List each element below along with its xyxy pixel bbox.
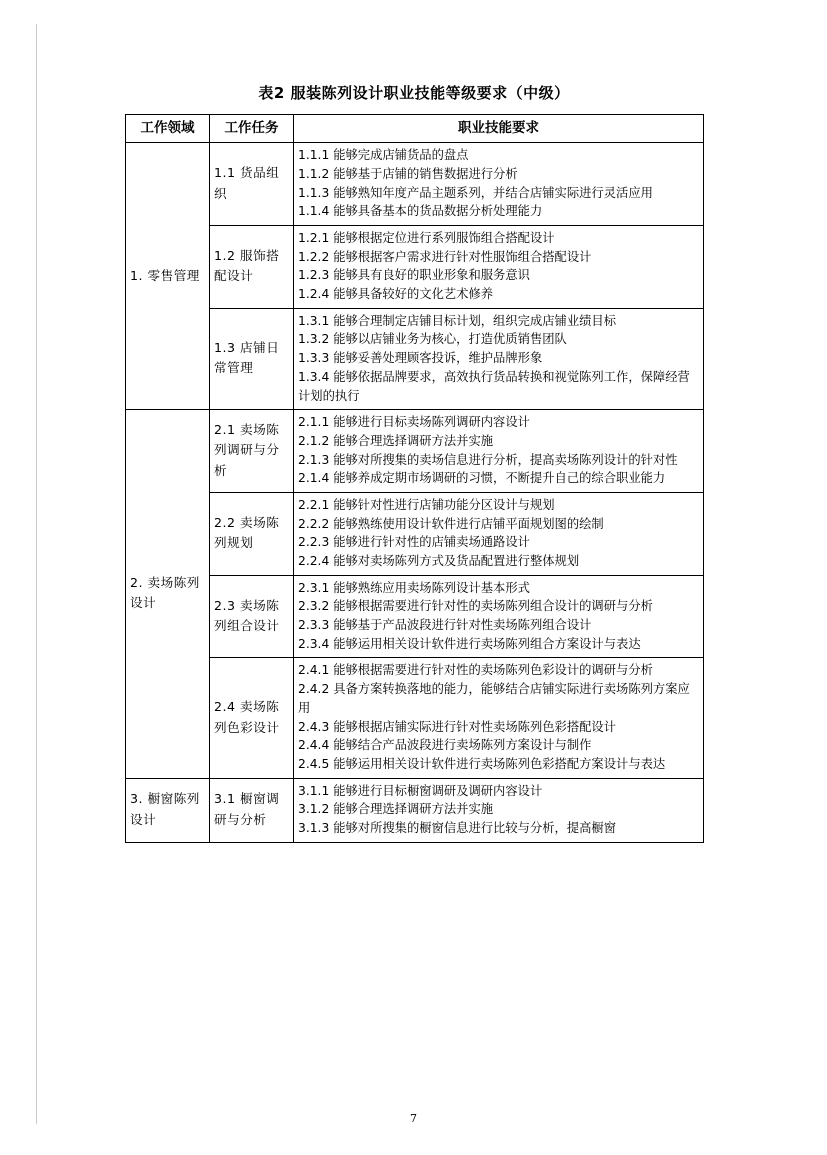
column-header-work-task: 工作任务 — [210, 115, 294, 143]
table-head — [126, 115, 704, 143]
requirement-line: 2.1.4 能够养成定期市场调研的习惯，不断提升自己的综合职业能力 — [298, 471, 666, 486]
requirement-line: 2.4.2 具备方案转换落地的能力，能够结合店铺实际进行卖场陈列方案应用 — [298, 682, 690, 715]
requirement-line: 1.3.3 能够妥善处理顾客投诉，维护品牌形象 — [298, 351, 543, 366]
table-row — [126, 778, 704, 842]
requirement-line: 2.3.3 能够基于产品波段进行针对性卖场陈列组合设计 — [298, 618, 592, 633]
requirement-line: 1.2.2 能够根据客户需求进行针对性服饰组合搭配设计 — [298, 249, 592, 264]
requirement-line: 2.3.2 能够根据需要进行针对性的卖场陈列组合设计的调研与分析 — [298, 599, 653, 614]
table-body — [126, 143, 704, 842]
work-domain-cell: 3. 橱窗陈列设计 — [126, 778, 210, 842]
document-content — [125, 82, 703, 843]
skill-requirement-cell — [294, 658, 704, 778]
table-row — [126, 575, 704, 658]
work-task-cell: 1.2 服饰搭配设计 — [210, 226, 294, 309]
work-domain-cell: 1. 零售管理 — [126, 143, 210, 410]
page-edge-line — [36, 24, 37, 1124]
requirement-line: 2.2.3 能够进行针对性的店铺卖场通路设计 — [298, 535, 530, 550]
work-task-cell: 1.1 货品组织 — [210, 143, 294, 226]
requirement-line: 3.1.2 能够合理选择调研方法并实施 — [298, 802, 494, 817]
requirement-line: 3.1.3 能够对所搜集的橱窗信息进行比较与分析，提高橱窗 — [298, 820, 617, 835]
requirement-line: 1.3.4 能够依据品牌要求，高效执行货品转换和视觉陈列工作，保障经营计划的执行 — [298, 369, 690, 403]
requirement-line: 2.1.2 能够合理选择调研方法并实施 — [298, 433, 494, 448]
table-row — [126, 308, 704, 409]
requirement-line: 2.3.4 能够运用相关设计软件进行卖场陈列组合方案设计与表达 — [298, 636, 641, 651]
requirement-line: 2.4.5 能够运用相关设计软件进行卖场陈列色彩搭配方案设计与表达 — [298, 756, 666, 771]
requirement-line: 1.1.3 能够熟知年度产品主题系列，并结合店铺实际进行灵活应用 — [298, 185, 653, 200]
requirement-line: 1.1.2 能够基于店铺的销售数据进行分析 — [298, 166, 518, 181]
skill-requirement-cell — [294, 308, 704, 409]
work-task-cell: 2.1 卖场陈列调研与分析 — [210, 410, 294, 493]
page-number: 7 — [410, 1112, 417, 1125]
requirement-line: 1.2.4 能够具备较好的文化艺术修养 — [298, 287, 494, 302]
requirement-line: 2.4.3 能够根据店铺实际进行针对性卖场陈列色彩搭配设计 — [298, 719, 617, 734]
requirement-line: 2.2.1 能够针对性进行店铺功能分区设计与规划 — [298, 497, 555, 512]
skill-requirements-table — [125, 114, 704, 843]
requirement-line: 2.2.4 能够对卖场陈列方式及货品配置进行整体规划 — [298, 554, 580, 568]
work-domain-cell: 2. 卖场陈列设计 — [126, 410, 210, 778]
requirement-line: 1.1.4 能够具备基本的货品数据分析处理能力 — [298, 204, 543, 219]
skill-requirement-cell — [294, 778, 704, 842]
requirement-line: 1.3.1 能够合理制定店铺目标计划，组织完成店铺业绩目标 — [298, 313, 617, 328]
work-task-cell: 2.4 卖场陈列色彩设计 — [210, 658, 294, 778]
requirement-line: 2.4.1 能够根据需要进行针对性的卖场陈列色彩设计的调研与分析 — [298, 663, 653, 678]
skill-requirement-cell — [294, 143, 704, 226]
table-row — [126, 658, 704, 778]
skill-requirement-cell — [294, 226, 704, 309]
requirement-line: 1.3.2 能够以店铺业务为核心，打造优质销售团队 — [298, 332, 567, 347]
page-title: 表2 服装陈列设计职业技能等级要求（中级） — [258, 84, 570, 102]
requirement-line: 3.1.1 能够进行目标橱窗调研及调研内容设计 — [298, 783, 543, 798]
requirement-line: 2.4.4 能够结合产品波段进行卖场陈列方案设计与制作 — [298, 738, 592, 753]
work-task-cell: 2.3 卖场陈列组合设计 — [210, 575, 294, 658]
table-header-row — [126, 115, 704, 143]
table-row — [126, 410, 704, 493]
column-header-work-domain: 工作领域 — [126, 115, 210, 143]
skill-requirement-cell — [294, 410, 704, 493]
work-task-cell: 2.2 卖场陈列规划 — [210, 492, 294, 575]
table-row — [126, 143, 704, 226]
skill-requirement-cell — [294, 492, 704, 575]
work-task-cell: 1.3 店铺日常管理 — [210, 308, 294, 409]
requirement-line: 1.2.1 能够根据定位进行系列服饰组合搭配设计 — [298, 231, 555, 245]
requirement-line: 2.1.1 能够进行目标卖场陈列调研内容设计 — [298, 415, 530, 430]
requirement-line: 2.3.1 能够熟练应用卖场陈列设计基本形式 — [298, 580, 530, 595]
requirement-line: 1.2.3 能够具有良好的职业形象和服务意识 — [298, 268, 530, 283]
requirement-line: 2.2.2 能够熟练使用设计软件进行店铺平面规划图的绘制 — [298, 516, 604, 531]
column-header-skill-requirement: 职业技能要求 — [294, 115, 704, 143]
work-task-cell: 3.1 橱窗调研与分析 — [210, 778, 294, 842]
skill-requirement-cell — [294, 575, 704, 658]
requirement-line: 1.1.1 能够完成店铺货品的盘点 — [298, 148, 469, 163]
table-row — [126, 226, 704, 309]
requirement-line: 2.1.3 能够对所搜集的卖场信息进行分析，提高卖场陈列设计的针对性 — [298, 452, 678, 467]
table-row — [126, 492, 704, 575]
